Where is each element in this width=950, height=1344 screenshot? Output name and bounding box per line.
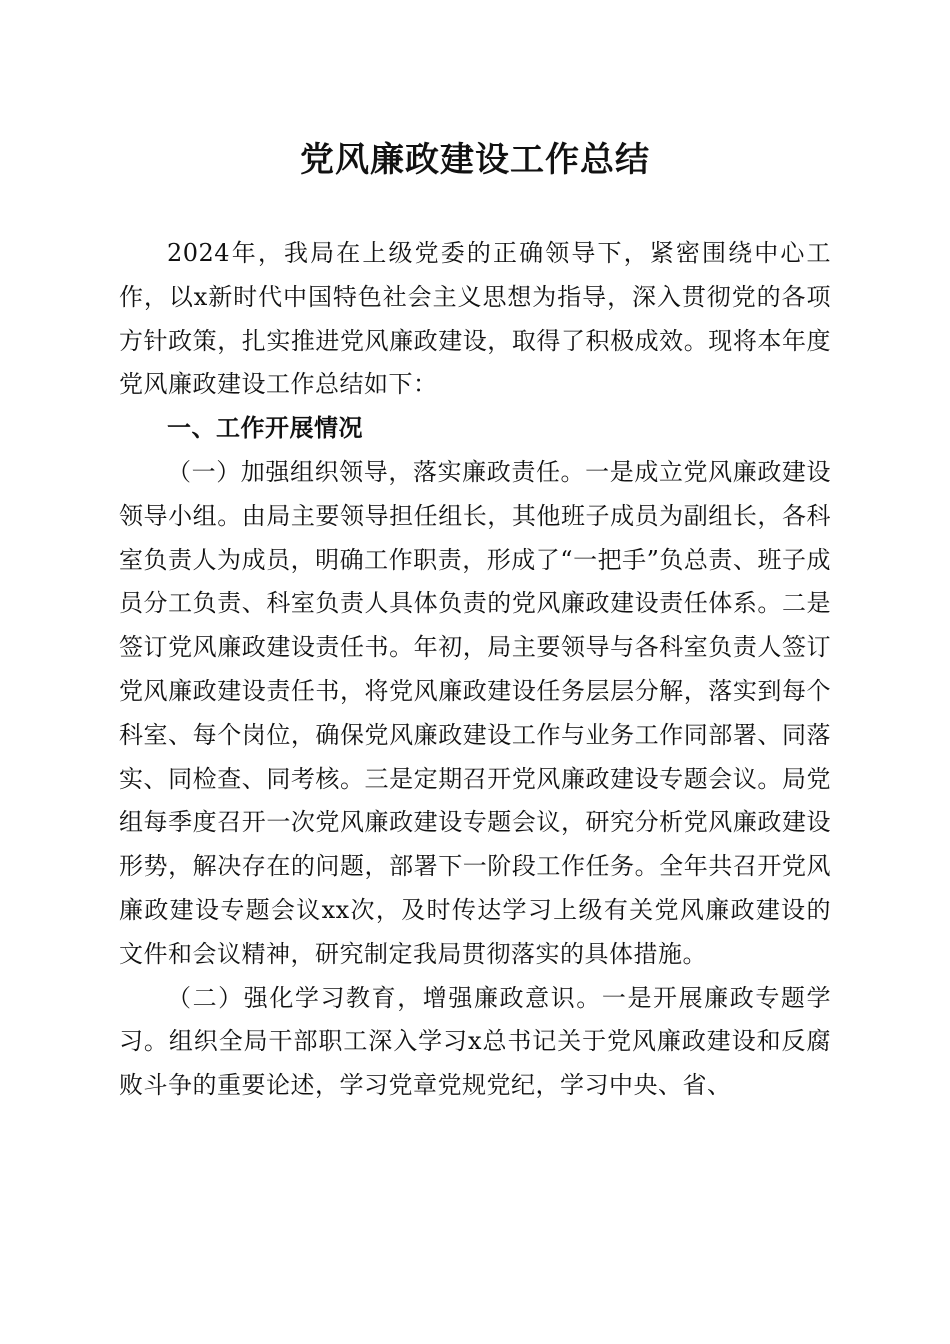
subsection-1-text: 一是成立党风廉政建设领导小组。由局主要领导担任组长，其他班子成员为副组长，各科室负责人为成员，明确工作职责，形成了“一把手”负总责、班子成员分工负责、科室负责人具体负责的党风廉政建设责任体系。二是签订党风廉政建设责任书。年初，局主要领导与各科室负责人签订党风廉政建设责任书，将党风廉政建设任务层层分解，落实到每个科室、每个岗位，确保党风廉政建设工作与业务工作同部署、同落实、同检查、同考核。三是定期召开党风廉政建设专题会议。局党组每季度召开一次党风廉政建设专题会议，研究分析党风廉政建设形势，解决存在的问题，部署下一阶段工作任务。全年共召开党风廉政建设专题会议xx次，及时传达学习上级有关党风廉政建设的文件和会议精神，研究制定我局贯彻落实的具体措施。 bbox=[119, 457, 832, 968]
intro-paragraph: 2024年，我局在上级党委的正确领导下，紧密围绕中心工作，以x新时代中国特色社会主义思想为指导，深入贯彻党的各项方针政策，扎实推进党风廉政建设，取得了积极成效。现将本年度党风廉政建设工作总结如下： bbox=[119, 239, 831, 399]
section-heading-work-progress: 一、工作开展情况 bbox=[167, 414, 363, 443]
subsection-2-lead: （二）强化学习教育，增强廉政意识。 bbox=[167, 983, 602, 1012]
subsection-2-text: 一是开展廉政专题学习。组织全局干部职工深入学习x总书记关于党风廉政建设和反腐败斗争的重要论述，学习党章党规党纪，学习中央、省、 bbox=[119, 983, 831, 1100]
document-title: 党风廉政建设工作总结 bbox=[300, 140, 650, 180]
subsection-1-lead: （一）加强组织领导，落实廉政责任。 bbox=[167, 457, 586, 486]
subsection-1-paragraph bbox=[119, 451, 831, 977]
document-body bbox=[119, 232, 831, 1108]
subsection-2-paragraph bbox=[119, 977, 831, 1108]
